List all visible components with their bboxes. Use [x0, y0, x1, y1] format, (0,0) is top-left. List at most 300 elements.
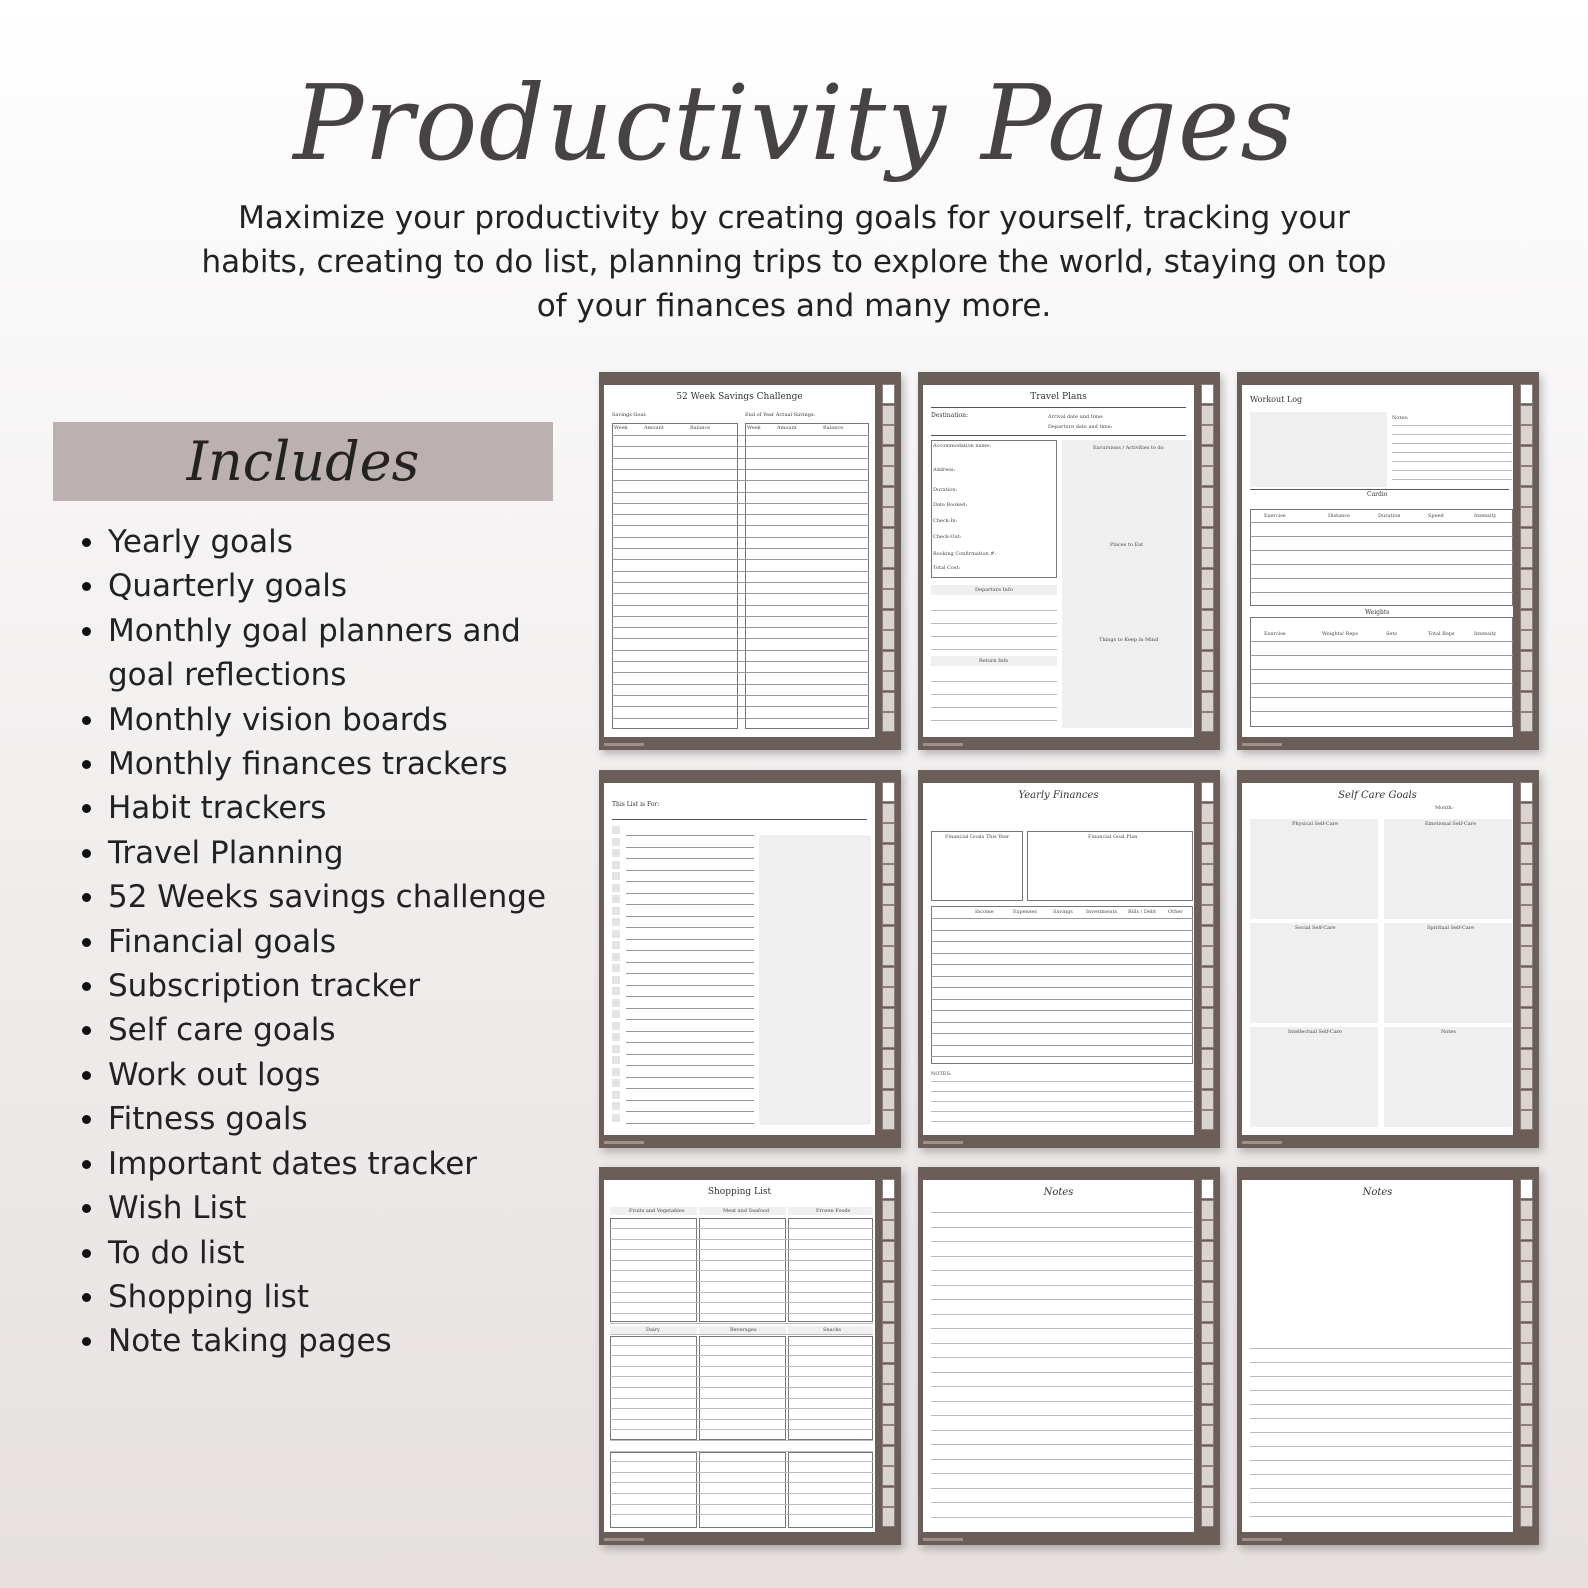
month-tab — [1201, 803, 1214, 823]
ruled-line — [1250, 655, 1513, 656]
divider — [1250, 489, 1509, 490]
checkbox — [612, 1022, 620, 1030]
month-tab — [882, 1090, 895, 1110]
plan-label: Financial Goal Plan — [1088, 834, 1138, 840]
ruled-line — [612, 435, 869, 436]
list-item: Self care goals — [78, 1008, 558, 1052]
month-tab — [1520, 487, 1533, 507]
ruled-line — [931, 1444, 1193, 1445]
month-tab — [1520, 712, 1533, 732]
home-tab-icon — [1520, 782, 1533, 802]
ruled-line — [1250, 1362, 1512, 1363]
ruled-line — [612, 684, 869, 685]
weights-col: Exercise — [1264, 631, 1286, 637]
month-tab — [1201, 987, 1214, 1007]
goal-area — [1250, 412, 1387, 487]
ruled-line — [931, 707, 1057, 708]
month-tab — [882, 651, 895, 671]
month-tab — [1520, 671, 1533, 691]
ruled-line — [626, 858, 754, 859]
ruled-line — [626, 870, 754, 871]
care-panel — [1384, 923, 1512, 1023]
ruled-line — [626, 1054, 754, 1055]
cat-label: Meat and Seafood — [723, 1208, 770, 1214]
month-tab — [1520, 1008, 1533, 1028]
ruled-line — [931, 1343, 1193, 1344]
month-tab — [882, 1302, 895, 1322]
month-tab — [1201, 466, 1214, 486]
month-tab — [1201, 446, 1214, 466]
home-tab-icon — [1201, 384, 1214, 404]
ruled-line — [626, 1111, 754, 1112]
preview-todo-list — [599, 770, 901, 1148]
care-panel — [1384, 819, 1512, 919]
month-tab — [1201, 1343, 1214, 1363]
ruled-line — [626, 1008, 754, 1009]
preview-page — [923, 1180, 1194, 1532]
footer-mark — [923, 743, 963, 746]
list-item: Monthly vision boards — [78, 698, 558, 742]
preview-title: Workout Log — [1250, 395, 1303, 404]
ruled-line — [1250, 1432, 1512, 1433]
ruled-line — [612, 492, 869, 493]
list-item: Yearly goals — [78, 520, 558, 564]
checkbox — [612, 976, 620, 984]
fin-col: Other — [1168, 909, 1183, 915]
month-tab — [882, 1405, 895, 1425]
list-item: To do list — [78, 1231, 558, 1275]
ruled-line — [1250, 536, 1513, 537]
preview-self-care-goals — [1237, 770, 1539, 1148]
list-item: Monthly finances trackers — [78, 742, 558, 786]
checkbox — [612, 1068, 620, 1076]
col-balance-label: Balance — [823, 425, 844, 431]
ruled-line — [1250, 578, 1513, 579]
includes-heading: Includes — [186, 430, 420, 493]
fin-col: Expenses — [1013, 909, 1037, 915]
checkbox — [612, 872, 620, 880]
month-tab — [1201, 1090, 1214, 1110]
month-tab — [1201, 967, 1214, 987]
ruled-line — [610, 1482, 873, 1483]
list-item: Quarterly goals — [78, 564, 558, 608]
goals-box — [931, 831, 1023, 901]
month-tab — [882, 1282, 895, 1302]
ruled-line — [1250, 522, 1513, 523]
ruled-line — [931, 1386, 1193, 1387]
goals-label: Financial Goals This Year — [945, 834, 1010, 840]
list-item: Subscription tracker — [78, 964, 558, 1008]
preview-title: 52 Week Savings Challenge — [676, 392, 803, 402]
month-tab — [1520, 1302, 1533, 1322]
month-tab — [882, 425, 895, 445]
month-tab — [1201, 1507, 1214, 1527]
month-tab — [882, 1261, 895, 1281]
checkbox — [612, 861, 620, 869]
month-tab — [882, 528, 895, 548]
month-tab — [1201, 1110, 1214, 1130]
ruled-line — [931, 649, 1057, 650]
list-item: Financial goals — [78, 920, 558, 964]
ruled-line — [931, 1328, 1193, 1329]
ruled-line — [931, 976, 1193, 977]
month-tab — [882, 823, 895, 843]
accommodation-label: Accommodation name: — [933, 443, 991, 449]
month-tab — [882, 630, 895, 650]
month-tab — [882, 1069, 895, 1089]
ruled-line — [610, 1292, 873, 1293]
weights-col: Intensity — [1474, 631, 1497, 637]
cat-box — [788, 1336, 873, 1440]
month-tab — [1520, 1028, 1533, 1048]
cat-label: Beverages — [730, 1327, 757, 1333]
month-tab — [1520, 1405, 1533, 1425]
month-tab — [1520, 1343, 1533, 1363]
list-item: Fitness goals — [78, 1097, 558, 1141]
month-tab — [1201, 905, 1214, 925]
month-tab — [1520, 630, 1533, 650]
care-section-label: Social Self-Care — [1295, 925, 1336, 931]
fin-col: Income — [975, 909, 994, 915]
checkbox — [612, 964, 620, 972]
ruled-line — [626, 904, 754, 905]
month-tab — [1520, 1241, 1533, 1261]
month-tab — [1520, 610, 1533, 630]
ruled-line — [931, 1022, 1193, 1023]
list-item: Habit trackers — [78, 786, 558, 830]
month-tab — [882, 967, 895, 987]
check-in-label: Check-In: — [933, 518, 958, 524]
address-label: Address: — [933, 467, 956, 473]
ruled-line — [626, 996, 754, 997]
checkbox — [612, 849, 620, 857]
home-tab-icon — [882, 1179, 895, 1199]
ruled-line — [931, 1357, 1193, 1358]
page-description: Maximize your productivity by creating goals for yourself, tracking your habits, creating to do list, planning trips to explore the world, staying on top of your finances and many more. — [201, 200, 1387, 324]
month-tab — [1520, 926, 1533, 946]
ruled-line — [931, 1033, 1193, 1034]
preview-page — [1242, 783, 1513, 1135]
checkbox — [612, 1045, 620, 1053]
cat-box — [699, 1336, 786, 1440]
ruled-line — [612, 661, 869, 662]
month-tab — [1201, 548, 1214, 568]
ruled-line — [610, 1281, 873, 1282]
check-out-label: Check-Out: — [933, 534, 962, 540]
ruled-line — [1250, 669, 1513, 670]
preview-page — [923, 783, 1194, 1135]
ruled-line — [626, 847, 754, 848]
weights-label: Weights — [1365, 609, 1390, 616]
month-tab — [1201, 1008, 1214, 1028]
home-tab-icon — [882, 384, 895, 404]
cat-label: Snacks — [823, 1327, 842, 1333]
ruled-line — [626, 881, 754, 882]
ruled-line — [612, 469, 869, 470]
month-tab — [1520, 967, 1533, 987]
planner-tabs — [1520, 782, 1533, 1134]
home-tab-icon — [882, 782, 895, 802]
ruled-line — [610, 1270, 873, 1271]
ruled-line — [931, 1415, 1193, 1416]
ruled-line — [1250, 1418, 1512, 1419]
month-tab — [1201, 1323, 1214, 1343]
ruled-line — [1250, 564, 1513, 565]
ruled-line — [931, 1101, 1193, 1102]
month-tab — [882, 987, 895, 1007]
ruled-line — [626, 985, 754, 986]
month-tab — [1201, 1487, 1214, 1507]
accommodation-box — [931, 440, 1057, 578]
month-tab — [1520, 864, 1533, 884]
ruled-line — [931, 987, 1193, 988]
ruled-line — [626, 1123, 754, 1124]
ruled-line — [610, 1451, 873, 1452]
ruled-line — [610, 1504, 873, 1505]
ruled-line — [931, 1314, 1193, 1315]
preview-notes-lined — [918, 1167, 1220, 1545]
month-tab — [1201, 1220, 1214, 1240]
ruled-line — [612, 593, 869, 594]
ruled-line — [931, 1517, 1193, 1518]
ruled-line — [1392, 434, 1512, 435]
ruled-line — [931, 964, 1193, 965]
preview-workout-log — [1237, 372, 1539, 750]
ruled-line — [612, 718, 869, 719]
month-tab — [1520, 548, 1533, 568]
weights-col: Weights/ Reps — [1322, 631, 1359, 637]
col-week-label: Week — [747, 425, 761, 431]
month-tab — [1201, 1384, 1214, 1404]
home-tab-icon — [1520, 384, 1533, 404]
month-tab — [1201, 1364, 1214, 1384]
ruled-line — [931, 636, 1057, 637]
month-tab — [882, 1028, 895, 1048]
checkbox — [612, 907, 620, 915]
ruled-line — [931, 930, 1193, 931]
footer-mark — [1242, 743, 1282, 746]
preview-page — [604, 385, 875, 737]
checkbox — [612, 1056, 620, 1064]
preview-page — [923, 385, 1194, 737]
ruled-line — [610, 1387, 873, 1388]
checkbox — [612, 826, 620, 834]
planner-tabs — [882, 384, 895, 736]
ruled-line — [931, 999, 1193, 1000]
preview-title: Self Care Goals — [1338, 790, 1417, 801]
care-panel — [1384, 1027, 1512, 1127]
places-label: Places to Eat — [1110, 542, 1144, 548]
ruled-line — [1392, 479, 1512, 480]
ruled-line — [1250, 683, 1513, 684]
month-tab — [1520, 446, 1533, 466]
month-tab — [882, 1446, 895, 1466]
date-booked-label: Date Booked: — [933, 502, 968, 508]
fin-col: Investments — [1086, 909, 1118, 915]
list-item: Monthly goal planners and goal reflections — [78, 609, 558, 698]
list-item: Note taking pages — [78, 1319, 558, 1363]
ruled-line — [612, 706, 869, 707]
month-tab — [882, 864, 895, 884]
ruled-line — [931, 720, 1057, 721]
month-tab — [1201, 823, 1214, 843]
month-tab — [882, 1220, 895, 1240]
ruled-line — [931, 1091, 1193, 1092]
month-tab — [1520, 946, 1533, 966]
ruled-line — [626, 950, 754, 951]
ruled-line — [931, 1010, 1193, 1011]
ruled-line — [612, 650, 869, 651]
month-tab — [882, 1049, 895, 1069]
end-savings-label: End of Year Actual Savings: — [745, 412, 816, 418]
checkbox — [612, 1010, 620, 1018]
ruled-line — [1392, 452, 1512, 453]
care-panel — [1250, 923, 1378, 1023]
checkbox — [612, 1114, 620, 1122]
footer-mark — [604, 1538, 644, 1541]
ruled-line — [1250, 1474, 1512, 1475]
cat-label: Fruits and Vegetables — [629, 1208, 685, 1214]
planner-tabs — [882, 1179, 895, 1531]
month-tab — [882, 1200, 895, 1220]
month-tab — [1201, 589, 1214, 609]
cat-box — [610, 1336, 697, 1440]
fin-col: Savings — [1053, 909, 1073, 915]
ruled-line — [1250, 1460, 1512, 1461]
ruled-line — [1250, 1446, 1512, 1447]
preview-page — [1242, 385, 1513, 737]
ruled-line — [610, 1260, 873, 1261]
month-tab — [1520, 1049, 1533, 1069]
ruled-line — [612, 582, 869, 583]
planner-tabs — [1201, 384, 1214, 736]
month-tab — [1201, 1466, 1214, 1486]
month-tab — [1520, 1323, 1533, 1343]
ruled-line — [931, 1488, 1193, 1489]
ruled-line — [931, 681, 1057, 682]
ruled-line — [612, 514, 869, 515]
month-tab — [1520, 803, 1533, 823]
planner-tabs — [882, 782, 895, 1134]
month-tab — [1201, 1446, 1214, 1466]
cat-box — [788, 1452, 873, 1528]
list-item: Shopping list — [78, 1275, 558, 1319]
col-amount-label: Amount — [777, 425, 797, 431]
ruled-line — [610, 1461, 873, 1462]
ruled-line — [610, 1302, 873, 1303]
ruled-line — [610, 1429, 873, 1430]
care-panel — [1250, 819, 1378, 919]
destination-label: Destination: — [931, 412, 969, 419]
ruled-line — [1392, 461, 1512, 462]
checkbox — [612, 941, 620, 949]
footer-mark — [923, 1538, 963, 1541]
ruled-line — [931, 1227, 1193, 1228]
month-tab — [882, 692, 895, 712]
month-tab — [1201, 926, 1214, 946]
weights-col: Sets — [1386, 631, 1397, 637]
ruled-line — [931, 1299, 1193, 1300]
ruled-line — [612, 480, 869, 481]
cat-box — [610, 1452, 697, 1528]
checkbox — [612, 1102, 620, 1110]
month-tab — [1520, 1384, 1533, 1404]
month-tab — [882, 446, 895, 466]
month-tab — [1201, 1261, 1214, 1281]
ruled-line — [931, 610, 1057, 611]
month-tab — [1520, 507, 1533, 527]
preview-page — [1242, 1180, 1513, 1532]
month-tab — [1520, 1069, 1533, 1089]
duration-label: Duration: — [933, 487, 958, 493]
total-cost-label: Total Cost: — [933, 565, 961, 571]
month-tab — [1201, 528, 1214, 548]
month-tab — [882, 507, 895, 527]
ruled-line — [626, 835, 754, 836]
ruled-line — [931, 694, 1057, 695]
month-tab — [1201, 1028, 1214, 1048]
month-tab — [882, 1384, 895, 1404]
ruled-line — [612, 571, 869, 572]
booking-label: Booking Confirmation #: — [933, 551, 997, 557]
preview-savings-challenge — [599, 372, 901, 750]
divider — [931, 407, 1186, 408]
ruled-line — [612, 458, 869, 459]
care-section-label: Spiritual Self-Care — [1427, 925, 1475, 931]
ruled-line — [931, 953, 1193, 954]
month-tab — [882, 548, 895, 568]
col-balance-label: Balance — [690, 425, 711, 431]
ruled-line — [612, 616, 869, 617]
footer-mark — [604, 1141, 644, 1144]
month-tab — [882, 1425, 895, 1445]
ruled-line — [626, 1065, 754, 1066]
month-tab — [1201, 425, 1214, 445]
list-item: 52 Weeks savings challenge — [78, 875, 558, 919]
cardio-col: Intensity — [1474, 513, 1497, 519]
ruled-line — [626, 1031, 754, 1032]
month-tab — [1520, 844, 1533, 864]
month-tab — [882, 1323, 895, 1343]
things-label: Things to Keep in Mind — [1099, 637, 1159, 643]
month-tab — [1520, 425, 1533, 445]
care-section-label: Physical Self-Care — [1292, 821, 1339, 827]
month-tab — [1201, 610, 1214, 630]
page-title: Productivity Pages — [293, 62, 1295, 184]
month-tab — [1201, 405, 1214, 425]
ruled-line — [626, 1088, 754, 1089]
ruled-line — [610, 1313, 873, 1314]
month-tab — [1201, 1200, 1214, 1220]
planner-tabs — [1201, 782, 1214, 1134]
care-section-label: Notes — [1441, 1029, 1456, 1035]
ruled-line — [626, 1100, 754, 1101]
list-item: Work out logs — [78, 1053, 558, 1097]
checkbox — [612, 930, 620, 938]
ruled-line — [931, 1502, 1193, 1503]
list-item: Wish List — [78, 1186, 558, 1230]
month-tab — [1201, 630, 1214, 650]
ruled-line — [931, 1372, 1193, 1373]
divider — [931, 435, 1186, 436]
ruled-line — [1250, 641, 1513, 642]
month-tab — [1520, 1261, 1533, 1281]
ruled-line — [626, 939, 754, 940]
arrival-label: Arrival date and time: — [1048, 414, 1104, 420]
col-amount-label: Amount — [644, 425, 664, 431]
ruled-line — [612, 537, 869, 538]
ruled-line — [931, 918, 1193, 919]
